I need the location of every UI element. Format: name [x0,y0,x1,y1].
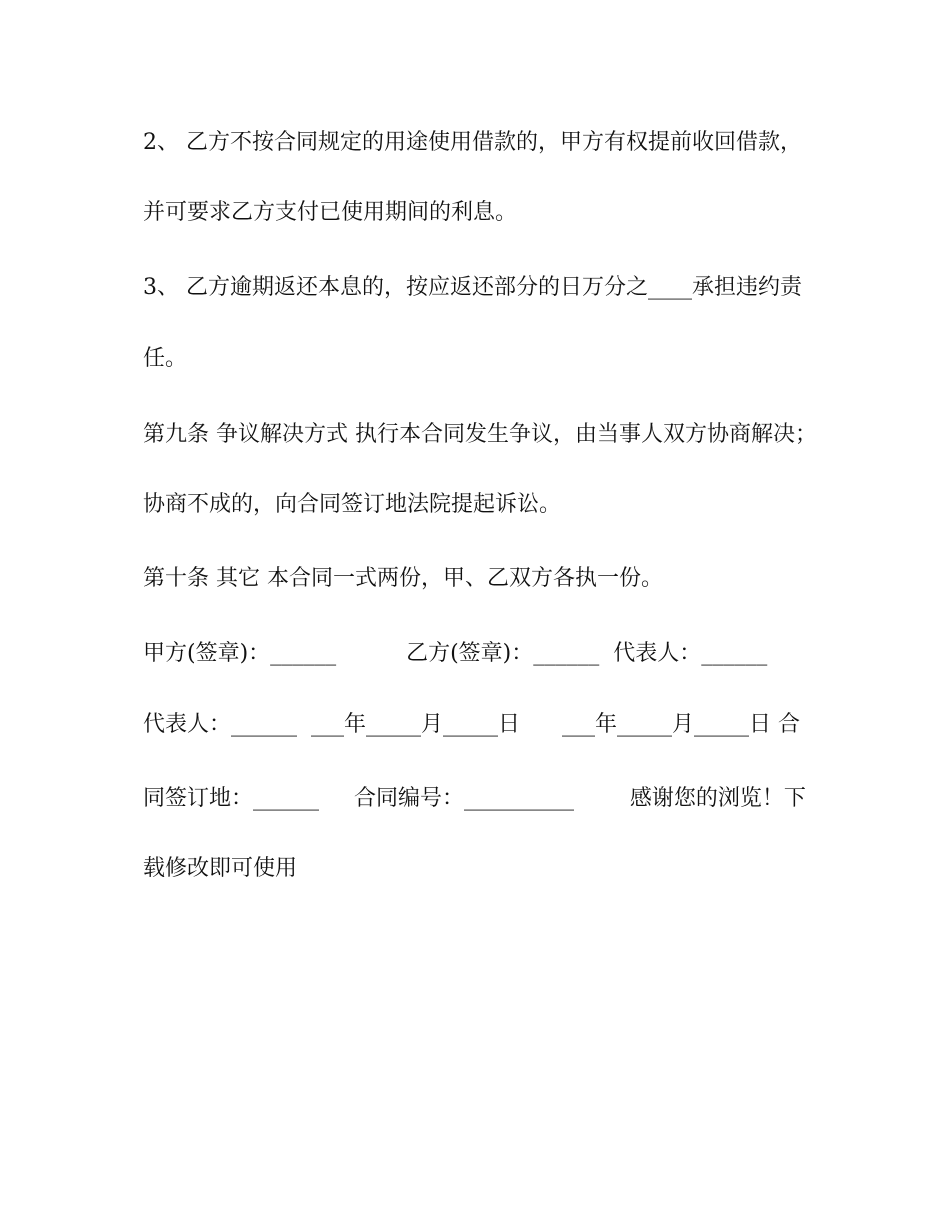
signature-line-1: 甲方(签章)：______ 乙方(签章)：______ 代表人：______ [143,641,768,666]
clause-10-line: 第十条 其它 本合同一式两份，甲、乙双方各执一份。 [143,566,663,591]
closing-line: 载修改即可使用 [143,856,298,881]
clause-9-line-1: 第九条 争议解决方式 执行本合同发生争议，由当事人双方协商解决； [143,422,817,447]
clause-8-item-2-line-2: 并可要求乙方支付已使用期间的利息。 [143,200,518,225]
clause-8-item-2-line-1: 2、 乙方不按合同规定的用途使用借款的，甲方有权提前收回借款， [143,130,802,155]
clause-8-item-3-line-1: 3、 乙方逾期返还本息的，按应返还部分的日万分之____承担违约责 [143,275,802,300]
clause-8-item-3-line-2: 任。 [143,346,188,371]
signature-line-2: 代表人：______ ___年_____月_____日 ___年_____月_____日 合 [143,712,800,737]
signature-line-3: 同签订地：______ 合同编号：__________ 感谢您的浏览！下 [143,786,806,811]
clause-9-line-2: 协商不成的，向合同签订地法院提起诉讼。 [143,492,562,517]
